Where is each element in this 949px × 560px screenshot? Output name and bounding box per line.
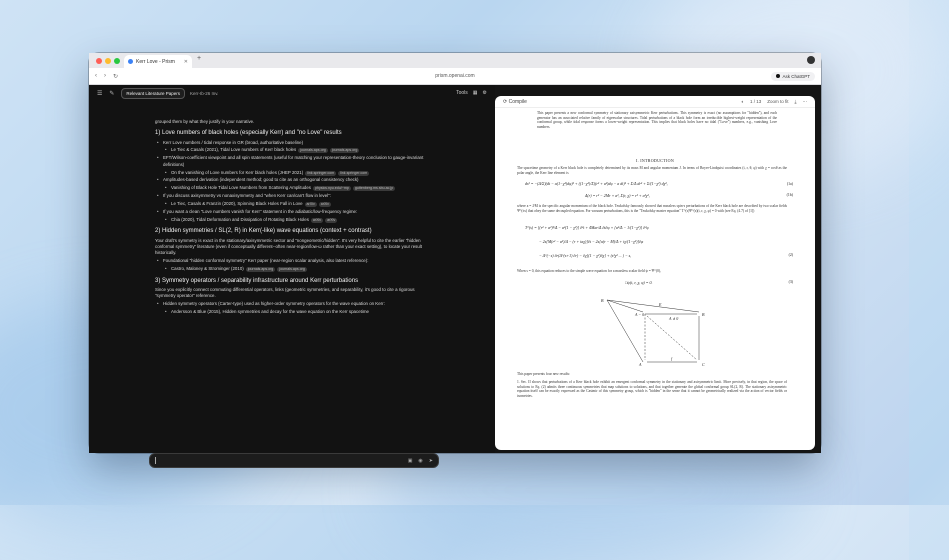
equation-number: (2): [788, 253, 793, 257]
commutative-diagram: [599, 296, 719, 368]
bullet-text: EFT/Wilson-coefficient viewpoint and all spin statements (useful for matching your representation-theory conclusion to gauge-invariant definitions): [163, 155, 424, 167]
abstract: This paper presents a new conformal symmetry of stationary axisymmetric Kerr perturbations. This symmetry is exact (no assumptions for "hidden"), and each generator has an associated relative family of eigenvalue structures. Tidal perturbations of a black hole form an irreducible highest-weight representation of the conformal group, while tidal response forms a lower-weight representation. This implies that black holes have no tidal ("Love") numbers, e.g., vanishing Love numbers.: [537, 111, 777, 129]
source-chip[interactable]: arXiv: [327, 217, 336, 222]
diagram-label: B: [702, 312, 705, 317]
body-paragraph: When s = 0, this equation reduces to the simple wave equation for a massless scalar field ψ = Ψ^(0),: [517, 269, 662, 273]
list-item: [155, 217, 431, 223]
source-chip[interactable]: physics.nyu.edu/~mp: [315, 186, 349, 191]
diagram-label: C: [702, 362, 705, 367]
scroll-fade: [89, 427, 495, 451]
equation-number: (3): [788, 280, 793, 284]
account-avatar[interactable]: [807, 56, 815, 64]
tools-label: Tools: [456, 90, 468, 96]
bullet-text: Foundational "hidden conformal symmetry" Kerr paper (near-region scalar analysis, also latest reference):: [163, 258, 369, 264]
close-window-button[interactable]: [96, 58, 102, 64]
bullet-text: If you discuss axisymmetry vs nonaxisymmetry and "when Kerr can/can't flow in level":: [163, 193, 331, 199]
source-chip[interactable]: arXiv: [312, 217, 322, 222]
equation-number: (1a): [786, 182, 793, 186]
new-tab-icon[interactable]: +: [197, 55, 202, 62]
equation: − Δ^(−s) ∂r(Δ^(s+1) ∂r) − ∂χ[(1 − χ²)∂χ] + (s²χ² ... ) − s,: [539, 253, 632, 258]
page-indicator[interactable]: 1 / 13: [749, 99, 762, 104]
text-cursor: [155, 457, 156, 464]
settings-icon[interactable]: ⚙: [482, 90, 487, 96]
source-chip[interactable]: arXiv: [320, 202, 329, 207]
paragraph: Your draft's symmetry is exact in the stationary/axisymmetric sector and "nongeometric/hidden". It's very helpful to cite the earlier "hidden conformal symmetry" literature (even if conceptually different--often near-region/low-ω rather than your exact setting), to locate your result historically.: [155, 237, 422, 256]
equation: T^(s) = [(r² + a²)²/Δ − a²(1 − χ²)] ∂²t + 4Mar/Δ ∂t∂φ + [a²/Δ − 1/(1−χ²)] ∂²φ: [525, 225, 649, 230]
diagram-arrow: [647, 316, 697, 360]
source-chip[interactable]: link.springer.com: [307, 170, 335, 175]
citation-text: Andersson & Blue (2015), Hidden symmetries and decay for the wave equation on the Kerr spacetime: [171, 309, 369, 315]
compile-label: Compile: [508, 98, 527, 105]
source-chip[interactable]: guttenberg.ms.sbu.ac.jp: [354, 186, 394, 191]
edit-icon[interactable]: ✎: [109, 91, 115, 97]
message-intro: grouped them by what they justify in your narrative.: [155, 119, 255, 124]
citation-text: On the vanishing of Love numbers for Kerr black holes (JHEP 2021): [171, 169, 304, 175]
pdf-toolbar: [495, 96, 815, 108]
list-item: [155, 201, 431, 207]
equation: − 2s[M(r² − a²)/Δ − (r + iaχ)]∂t − 2s[a(r − M)/Δ + iχ/(1−χ²)]∂φ: [539, 239, 644, 244]
diagram-label: A − 0: [635, 312, 645, 317]
list-item: [155, 155, 431, 168]
diagram-label: f: [671, 356, 673, 361]
more-icon[interactable]: ⋯: [802, 99, 807, 104]
list-item: [155, 140, 431, 146]
section-title: I. INTRODUCTION: [635, 158, 675, 163]
list-item: [155, 309, 431, 315]
section-heading: 3) Symmetry operators / separability infrastructure around Kerr perturbations: [155, 277, 359, 284]
prism-favicon-icon: [128, 59, 133, 64]
diagram-arrow: [607, 300, 643, 312]
citation-text: Vanishing of Black Hole Tidal Love Numbers from Scattering Amplitudes: [171, 185, 311, 191]
list-item: [155, 209, 431, 215]
tools-menu[interactable]: [456, 90, 487, 96]
section-heading: 2) Hidden symmetries / SL(2, R) in Kerr(-like) wave equations (context + contrast): [155, 228, 372, 235]
list-item: [155, 147, 431, 153]
list-item: [155, 177, 431, 183]
paragraph: Since you explicitly connect commuting differential operators, links (geometric symmetries, and separability, it's good to cite a rigorous "symmetry operator" reference.: [155, 286, 415, 299]
diagram-label: E: [659, 302, 662, 307]
intro-paragraph: The spacetime geometry of a Kerr black hole is completely determined by its mass M and angular momentum J. In terms of Boyer-Lindquist coordinates (t, r, θ, φ) with χ = cosθ as the polar angle, the Kerr line element is: [517, 166, 787, 175]
citation-text: Chia (2020), Tidal Deformation and Dissipation of Rotating Black Holes: [171, 216, 309, 222]
tab-bar: [89, 53, 821, 68]
diagram-label: B: [601, 298, 604, 303]
send-icon[interactable]: ➤: [428, 457, 433, 464]
equation: Δ(r) = r² − 2Mr + a², Σ(r, χ) = r² + a²χ²,: [585, 193, 650, 198]
source-chip[interactable]: journals.aps.org: [279, 267, 305, 272]
address-bar: [89, 68, 821, 85]
maximize-window-button[interactable]: [114, 58, 120, 64]
source-chip[interactable]: journals.aps.org: [331, 148, 358, 153]
source-chip[interactable]: arXiv: [306, 202, 315, 207]
bullet-text: Hidden symmetry operators (Carter-type) used as higher-order symmetry operators for the wave equation on Kerr:: [163, 301, 385, 307]
list-item: [155, 185, 431, 191]
tab-title: Kerr Love - Prism: [136, 58, 175, 65]
equation: ds² = −(Δ/Σ)(dt − a(1−χ²)dφ)² + ((1−χ²)/Σ)(r² + a²)dφ − a dt)² + Σ/Δ dr² + Σ/(1−χ²) dχ²,: [525, 181, 668, 186]
composer-actions: [408, 458, 433, 464]
close-tab-icon[interactable]: ✕: [183, 58, 188, 65]
chat-input[interactable]: [149, 453, 439, 468]
reload-icon[interactable]: ↻: [113, 73, 119, 80]
list-item: [155, 301, 431, 307]
ask-chatgpt-button[interactable]: [771, 72, 815, 81]
source-chip[interactable]: journals.aps.org: [300, 148, 326, 153]
citation-text: Castro, Maloney & Strominger (2010): [171, 266, 244, 272]
zoom-select[interactable]: Zoom to fit: [767, 99, 789, 104]
minimize-window-button[interactable]: [105, 58, 111, 64]
chat-toolbar: [89, 85, 495, 102]
list-item: [155, 258, 431, 264]
list-item: [155, 170, 431, 176]
chat-message: [155, 119, 431, 317]
attach-image-icon[interactable]: ▣: [407, 457, 413, 464]
source-chip[interactable]: link.springer.com: [340, 170, 368, 175]
equation: □ψ(t, r, χ, φ) = 0.: [625, 280, 653, 285]
list-item: [155, 193, 431, 199]
list-item: [155, 266, 431, 272]
chatgpt-icon: [776, 74, 780, 78]
equation-number: (1b): [786, 193, 793, 197]
section-heading: 1) Love numbers of black holes (especially Kerr) and "no Love" results: [155, 130, 342, 137]
citation-text: Le Tiec, Casals & Franzin (2020), Spinning Black Holes Fall in Love: [171, 201, 303, 207]
ask-chatgpt-label: Ask ChatGPT: [782, 73, 810, 79]
menu-icon[interactable]: ☰: [97, 91, 103, 97]
file-pill[interactable]: Kerr-Ib-26 Inv.: [189, 91, 219, 96]
source-chip[interactable]: journals.aps.org: [247, 267, 274, 272]
diagram-label: A ∧ 0: [669, 316, 679, 321]
body-paragraph: where a = J/M is the specific angular momentum of the black hole. Teukolsky famously showed that massless spin-s perturbations of the Kerr black hole are described by two scalar fields Ψ^(±s) that obey the same decoupled equation. For vacuum perturbations, this is the "Teukolsky master equation" T^(s)Ψ^(s)(t, r, χ, φ) = 0 with (see Eq. (4.7) of [1]): [517, 204, 787, 213]
diagram-label: A: [639, 362, 642, 367]
results-intro: This paper presents four new results:: [517, 372, 570, 376]
back-icon[interactable]: ‹: [95, 73, 97, 79]
bullet-text: If you want a clean "Love numbers vanish for Kerr" statement in the adiabatic/low-frequency regime:: [163, 209, 358, 215]
prism-app: [89, 85, 821, 464]
pdf-preview-panel: [495, 96, 815, 450]
browser-window: [89, 53, 821, 464]
url-field[interactable]: prism.openai.com: [435, 73, 475, 79]
chat-panel: [89, 85, 495, 464]
relevant-papers-pill[interactable]: Relevant Literature Papers: [121, 88, 185, 99]
forward-icon[interactable]: ›: [104, 73, 106, 79]
browser-tab[interactable]: [124, 55, 192, 68]
bullet-text: Amplitudes-based derivation (independent method; good to cite as an orthogonal consistency check): [163, 177, 359, 183]
sync-icon[interactable]: ◐: [741, 99, 744, 104]
result-item: 1. Sec. II shows that perturbations of a Kerr black hole exhibit an emergent conformal symmetry in the stationary and axisymmetric limit. More precisely, in that region, the space of solutions to Eq. (2) admits three continuous symmetries that map solutions to solutions, and that together generate the global conformal group SL(2, R). The stationary axisymmetric equation itself can be exactly expressed as the Casimir of this symmetry group, which is "hidden" in the sense that it cannot be geometrically realized via the action of vector fields or isometries.: [517, 380, 787, 398]
download-icon[interactable]: ⤓: [794, 99, 797, 104]
diagram-arrow: [607, 300, 643, 362]
diagram-arrow: [607, 300, 699, 312]
microphone-icon[interactable]: ◉: [418, 457, 423, 464]
bullet-text: Kerr Love numbers / tidal response in GR (broad, authoritative baseline): [163, 139, 304, 145]
citation-text: Le Tiec & Casals (2021), Tidal Love numbers of Kerr black holes: [171, 147, 297, 153]
pdf-toolbar-actions: [741, 99, 807, 105]
pdf-page: [495, 108, 815, 450]
grid-icon[interactable]: ▦: [472, 90, 478, 96]
compile-button[interactable]: ⟳ Compile: [503, 98, 527, 105]
